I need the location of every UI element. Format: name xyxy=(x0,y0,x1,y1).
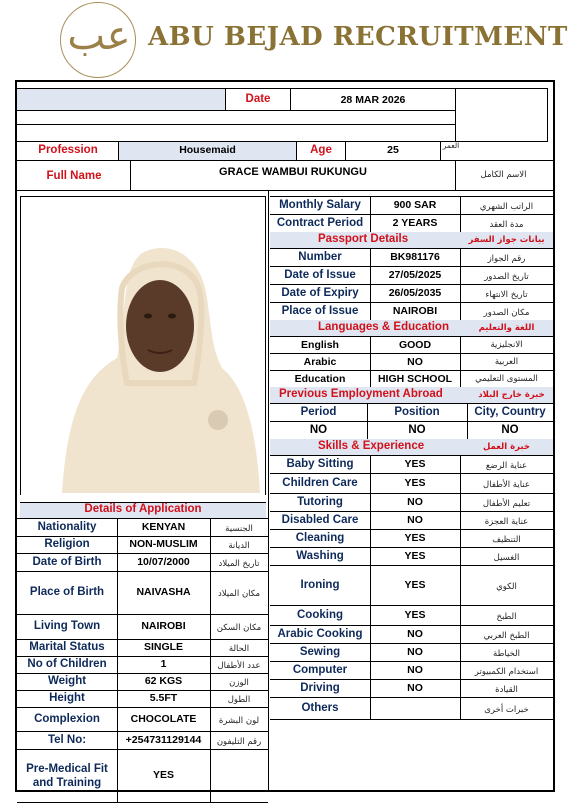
profession-value: Housemaid xyxy=(179,144,236,156)
application-row-9-value: CHOCOLATE xyxy=(130,712,197,725)
employment-value-0: NO xyxy=(309,424,328,436)
application-row-1-value: NON-MUSLIM xyxy=(129,538,198,550)
application-row-4-value: NAIROBI xyxy=(141,620,186,632)
profession-label: Profession xyxy=(38,144,98,156)
skill-row-1-value: YES xyxy=(404,476,426,489)
passport-row-0-arabic: رقم الجواز xyxy=(487,253,526,264)
application-row-9-arabic: لون البشرة xyxy=(218,715,260,726)
passport-row-2-arabic: تاريخ الانتهاء xyxy=(485,289,528,300)
passport-row-1-value: 27/05/2025 xyxy=(388,268,442,281)
application-row-10-value: +254731129144 xyxy=(125,733,202,746)
application-row-5-arabic: الحالة xyxy=(228,644,250,654)
salary-row-0-arabic: الراتب الشهري xyxy=(479,201,534,212)
salary-row-0-value: 900 SAR xyxy=(393,198,437,211)
header xyxy=(0,0,575,78)
candidate-photo-image xyxy=(22,198,263,493)
brand-title: ABU BEJAD RECRUITMENT xyxy=(148,22,568,52)
application-row-2-label: Date of Birth xyxy=(32,555,102,568)
passport-row-2-label: Date of Expiry xyxy=(281,286,359,299)
application-row-7-label: Weight xyxy=(47,675,87,687)
skill-row-3-label: Disabled Care xyxy=(281,513,359,526)
application-row-2-value: 10/07/2000 xyxy=(137,555,190,568)
skill-row-9-arabic: الخياطة xyxy=(493,648,520,659)
skill-row-10-arabic: استخدام الكمبيوتر xyxy=(474,666,539,677)
application-row-10-arabic: رقم التليفون xyxy=(216,736,262,747)
application-row-0-arabic: الجنسية xyxy=(225,524,253,534)
skill-row-5-arabic: الغسيل xyxy=(493,552,520,563)
language-row-1-value: NO xyxy=(407,356,423,368)
age-arabic: العمر xyxy=(442,141,460,150)
language-row-0-arabic: الانجليزية xyxy=(490,340,523,350)
application-row-10-label: Tel No: xyxy=(47,733,87,746)
skill-row-11-value: NO xyxy=(407,681,423,694)
skill-row-6-value: YES xyxy=(404,578,426,591)
application-row-6-value: 1 xyxy=(160,658,167,670)
languages-title-arabic: اللغة والتعليم xyxy=(478,323,535,333)
language-row-0-label: English xyxy=(301,339,339,351)
skill-row-4-arabic: التنظيف xyxy=(492,534,521,545)
application-row-4-label: Living Town xyxy=(33,620,101,632)
skill-row-6-arabic: الكوي xyxy=(496,581,517,592)
fullname-label: Full Name xyxy=(46,170,102,182)
employment-title: Previous Employment Abroad xyxy=(279,388,443,400)
skill-row-7-arabic: الطبخ xyxy=(496,611,517,622)
skill-row-1-arabic: عناية الأطفال xyxy=(483,479,530,490)
application-row-6-label: No of Children xyxy=(27,658,107,670)
application-row-11-label: Pre-Medical Fit and Training xyxy=(26,762,108,789)
passport-row-1-arabic: تاريخ الصدور xyxy=(484,271,529,282)
skill-row-10-value: NO xyxy=(407,663,423,676)
language-row-0-value: GOOD xyxy=(398,339,432,351)
skill-row-3-arabic: عناية العجزة xyxy=(484,516,529,527)
logo-icon: ﻋﺐ xyxy=(60,2,136,78)
employment-title-arabic: خبرة خارج البلاد xyxy=(478,390,545,400)
skill-row-1-label: Children Care xyxy=(282,476,358,489)
passport-row-1-label: Date of Issue xyxy=(284,268,356,281)
skill-row-0-value: YES xyxy=(404,457,426,470)
skill-row-0-arabic: عناية الرضع xyxy=(485,460,528,471)
fullname-value: GRACE WAMBUI RUKUNGU xyxy=(219,166,367,178)
application-row-1-label: Religion xyxy=(44,538,90,550)
application-row-8-value: 5.5FT xyxy=(149,692,178,704)
age-value: 25 xyxy=(387,144,399,156)
fullname-arabic: الاسم الكامل xyxy=(480,170,527,180)
application-row-3-label: Place of Birth xyxy=(29,586,105,598)
skill-row-0-label: Baby Sitting xyxy=(286,457,354,470)
skill-row-5-label: Washing xyxy=(296,549,344,562)
skill-row-8-arabic: الطبخ العربي xyxy=(483,630,530,641)
salary-row-1-value: 2 YEARS xyxy=(392,216,438,229)
application-row-1-arabic: الديانة xyxy=(228,541,250,551)
candidate-photo xyxy=(22,198,263,493)
application-row-8-label: Height xyxy=(49,692,85,704)
date-value: 28 MAR 2026 xyxy=(340,94,406,106)
skill-row-12-label: Others xyxy=(301,701,339,714)
salary-row-1-label: Contract Period xyxy=(276,216,364,229)
skills-title: Skills & Experience xyxy=(318,440,425,452)
passport-row-3-value: NAIROBI xyxy=(392,304,438,317)
passport-row-3-arabic: مكان الصدور xyxy=(483,307,530,318)
language-row-1-label: Arabic xyxy=(303,356,337,368)
skill-row-12-arabic: خبرات أخرى xyxy=(484,704,529,715)
skill-row-4-label: Cleaning xyxy=(295,531,345,544)
language-row-2-value: HIGH SCHOOL xyxy=(377,373,453,385)
date-label: Date xyxy=(245,93,271,105)
application-row-7-value: 62 KGS xyxy=(144,675,183,687)
language-row-1-arabic: العربية xyxy=(494,357,519,367)
language-row-2-label: Education xyxy=(294,373,346,385)
salary-row-1-arabic: مدة العقد xyxy=(489,219,524,230)
application-row-0-label: Nationality xyxy=(37,521,97,533)
skill-row-7-label: Cooking xyxy=(297,608,343,621)
skill-row-11-label: Driving xyxy=(300,681,340,694)
skill-row-7-value: YES xyxy=(404,608,426,621)
skills-title-arabic: خبرة العمل xyxy=(482,442,531,452)
application-row-6-arabic: عدد الأطفال xyxy=(217,661,261,671)
skill-row-9-value: NO xyxy=(407,645,423,658)
passport-row-2-value: 26/05/2035 xyxy=(388,286,442,299)
skill-row-6-label: Ironing xyxy=(300,578,340,591)
employment-value-1: NO xyxy=(408,424,426,436)
application-row-3-arabic: مكان الميلاد xyxy=(217,589,261,599)
skill-row-9-label: Sewing xyxy=(299,645,341,658)
employment-header-0: Period xyxy=(300,406,337,418)
passport-row-0-label: Number xyxy=(298,250,342,263)
skill-row-4-value: YES xyxy=(404,531,426,544)
skill-row-3-value: NO xyxy=(407,513,423,526)
salary-row-0-label: Monthly Salary xyxy=(279,198,361,211)
application-row-7-arabic: الوزن xyxy=(229,678,249,688)
application-row-11-value: YES xyxy=(152,769,174,781)
skill-row-2-value: NO xyxy=(407,495,423,508)
languages-title: Languages & Education xyxy=(318,321,449,333)
application-row-5-value: SINGLE xyxy=(143,641,184,653)
passport-title: Passport Details xyxy=(318,233,409,245)
language-row-2-arabic: المستوى التعليمي xyxy=(475,374,538,384)
application-row-0-value: KENYAN xyxy=(141,521,186,533)
skill-row-8-label: Arabic Cooking xyxy=(277,627,363,640)
age-label: Age xyxy=(310,144,332,156)
skill-row-2-label: Tutoring xyxy=(297,495,343,508)
application-row-3-value: NAIVASHA xyxy=(136,586,191,598)
skill-row-10-label: Computer xyxy=(292,663,348,676)
passport-row-0-value: BK981176 xyxy=(390,250,440,263)
employment-value-2: NO xyxy=(501,424,519,436)
skill-row-2-arabic: تعليم الأطفال xyxy=(482,498,531,509)
employment-header-1: Position xyxy=(394,406,440,418)
skill-row-11-arabic: القيادة xyxy=(495,684,518,695)
application-row-2-arabic: تاريخ الميلاد xyxy=(218,558,260,569)
application-title: Details of Application xyxy=(84,503,202,515)
application-row-5-label: Marital Status xyxy=(29,641,105,653)
application-row-9-label: Complexion xyxy=(34,712,100,725)
employment-header-2: City, Country xyxy=(474,406,546,418)
skill-row-8-value: NO xyxy=(407,627,423,640)
passport-title-arabic: بيانات جواز السفر xyxy=(468,235,545,245)
skill-row-5-value: YES xyxy=(404,549,426,562)
passport-row-3-label: Place of Issue xyxy=(281,304,359,317)
application-row-4-arabic: مكان السكن xyxy=(216,623,262,633)
application-row-8-arabic: الطول xyxy=(227,695,251,705)
